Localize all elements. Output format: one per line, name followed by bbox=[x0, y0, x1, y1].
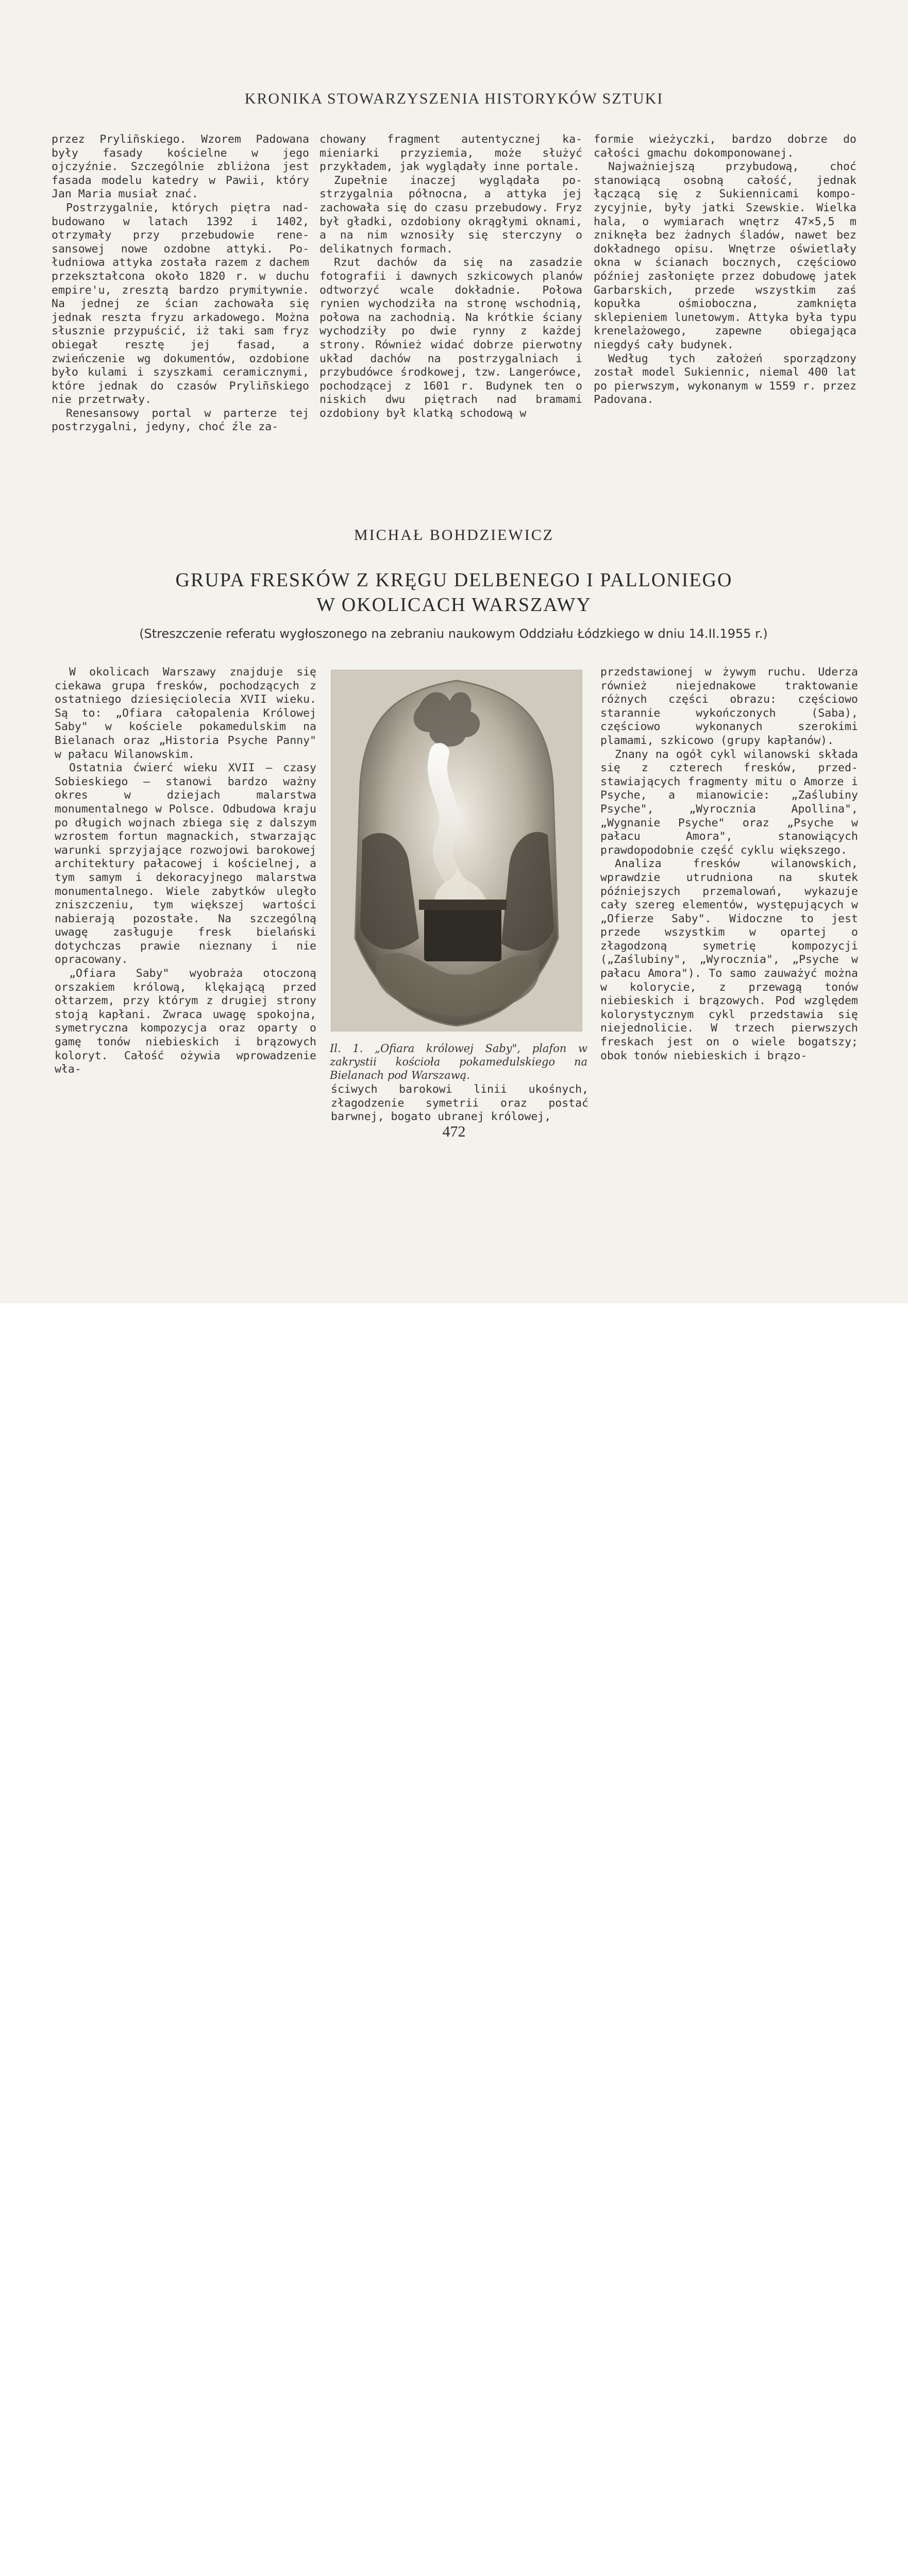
top-column-2 bbox=[320, 133, 582, 420]
paragraph: Renesansowy portal w parterze tej postrzygalni, jedyny, choć źle za- bbox=[52, 406, 309, 434]
paragraph: Według tych założeń sporządzony został model Sukiennic, niemal 400 lat po pierwszym, wykonanym w 1559 r. przez Padovana. bbox=[594, 352, 856, 406]
paragraph: Najważniejszą przybudową, choć stanowiącą osobną całość, jednak łączącą się z Sukiennicami kompozycyjnie, były jatki Szewskie. Wielka hala, o wymiarach wnętrz 47×5,5 m zniknęła bez żadnych śladów, nawet bez dokładnego opisu. Wnętrze oświetlały okna w ścianach bocznych, częściowo później zasłonięte przez dobudowę jatek Garbarskich, przede wszystkim zaś kopułka ośmioboczna, zamknięta sklepieniem lunetowym. Attyka była typu krenelażowego, zapewne obiegająca niegdyś cały budynek. bbox=[594, 160, 856, 351]
paragraph: W okolicach Warszawy znajduje się ciekawa grupa fresków, pochodzących z ostatniego dziesięciolecia XVII wieku. Są to: „Ofiara całopalenia Królowej Saby" w kościele pokamedulskim na Bielanach oraz „Historia Psyche Panny" w pałacu Wilanowskim. bbox=[55, 666, 316, 761]
fresco-image bbox=[331, 670, 582, 1031]
paragraph: ściwych barokowi linii ukośnych, złagodzenie symetrii oraz postać barwnej, bogato ubranej królowej, bbox=[331, 1083, 588, 1124]
paragraph: „Ofiara Saby" wyobraża otoczoną orszakiem królową, klękającą przed ołtarzem, przy którym z drugiej strony stoją kapłani. Zwraca uwagę spokojna, symetryczna kompozycja oraz oparty o gamę tonów niebieskich i brązowych koloryt. Całość ożywia wprowadzenie wła- bbox=[55, 967, 316, 1076]
figure-caption: Il. 1. „Ofiara królowej Saby", plafon w zakrystii kościoła pokamedulskiego na Bielanach pod Warszawą. bbox=[330, 1042, 587, 1081]
paragraph: przez Pryliñskiego. Wzorem Padowana były fasady kościelne w jego ojczyźnie. Szczególnie zbliżona jest fasada modelu katedry w Pawii, który Jan Maria musiał znać. bbox=[52, 133, 309, 201]
paragraph: Postrzygalnie, których piętra nadbudowano w latach 1392 i 1402, otrzymały przy przebudowie renesansowej nowe ozdobne attyki. Południowa attyka została razem z dachem przekształcona około 1820 r. w duchu empire'u, zresztą bardzo prymitywnie. Na jednej ze ścian zachowała się jednak reszta fryzu arkadowego. Można słusznie przypuścić, iż taki sam fryz obiegał resztę jej fasad, a zwieńczenie wg dokumentów, ozdobione było kulami i szyszkami ceramicznymi, które jednak do czasów Pryliñskiego nie przetrwały. bbox=[52, 201, 309, 406]
paragraph: Znany na ogół cykl wilanowski składa się z czterech fresków, przedstawiających fragmenty mitu o Amorze i Psyche, a mianowicie: „Zaślubiny Psyche", „Wyrocznia Apollina", „Wygnanie Psyche" oraz „Psyche w pałacu Amora", stanowiących prawdopodobnie część cyklu większego. bbox=[600, 748, 858, 857]
article-right-column bbox=[600, 666, 858, 1063]
article-subtitle: (Streszczenie referatu wygłoszonego na zebraniu naukowym Oddziału Łódzkiego w dniu 14.II.1955 r.) bbox=[139, 626, 768, 641]
paragraph: Analiza fresków wilanowskich, wprawdzie utrudniona na skutek późniejszych przemalowań, wykazuje cały szereg elementów, występujących w „Ofierze Saby". Widoczne to jest przede wszystkim w opartej o złagodzoną symetrię kompozycji („Zaślubiny", „Wyrocznia", „Psyche w pałacu Amora"). To samo zauważyć można w kolorycie, z przewagą tonów niebieskich i brązowych. Pod względem kolorystycznym cykl przedstawia się niejednolicie. W trzech pierwszych freskach jest on o wiele bogatszy; obok tonów niebieskich i brązo- bbox=[600, 857, 858, 1062]
article-title-line: GRUPA FRESKÓW Z KRĘGU DELBENEGO I PALLONIEGO bbox=[175, 569, 733, 591]
article-left-column bbox=[55, 666, 316, 1077]
paragraph: chowany fragment autentycznej kamieniarki przyziemia, może służyć przykładem, jak wyglądały inne portale. bbox=[320, 133, 582, 174]
running-head: KRONIKA STOWARZYSZENIA HISTORYKÓW SZTUKI bbox=[244, 90, 664, 107]
fresco-photograph bbox=[331, 670, 582, 1031]
article-title bbox=[0, 568, 908, 617]
paragraph: przedstawionej w żywym ruchu. Uderza również niejednakowe traktowanie różnych części obrazu: częściowo starannie wykończonych (Saba), częściowo wykonanych szerokimi plamami, szkicowo (grupy kapłanów). bbox=[600, 666, 858, 747]
article-title-line: W OKOLICACH WARSZAWY bbox=[316, 594, 592, 616]
top-column-1 bbox=[52, 133, 309, 434]
digitization-footer bbox=[0, 1303, 908, 1401]
paragraph: Ostatnia ćwierć wieku XVII — czasy Sobieskiego — stanowi bardzo ważny okres w dziejach malarstwa monumentalnego w Polsce. Odbudowa kraju po długich wojnach zbiega się z dalszym wzrostem fortun magnackich, stwarzając warunki sprzyjające rozwojowi barokowej architektury pałacowej i kościelnej, a tym samym i dekoracyjnego malarstwa monumentalnego. Wiele zabytków uległo zniszczeniu, tym większej wartości nabierają pozostałe. Na szczególną uwagę zasługuje fresk bielański dotychczas prawie nieznany i nie opracowany. bbox=[55, 761, 316, 967]
middle-column-continuation bbox=[331, 1083, 588, 1124]
page-number: 472 bbox=[442, 1123, 466, 1140]
paragraph: Zupełnie inaczej wyglądała postrzygalnia północna, a attyka jej zachowała się do czasu przebudowy. Fryz był gładki, ozdobiony okrągłymi oknami, a na nim wznosiły się sterczyny o delikatnych formach. bbox=[320, 174, 582, 256]
top-column-3 bbox=[594, 133, 856, 407]
article-author: MICHAŁ BOHDZIEWICZ bbox=[354, 527, 554, 544]
paragraph: formie wieżyczki, bardzo dobrze do całości gmachu dokomponowanej. bbox=[594, 133, 856, 160]
paragraph: Rzut dachów da się na zasadzie fotografii i dawnych szkicowych planów odtworzyć wcale dokładnie. Połowa rynien wychodziła na stronę wschodnią, połowa na zachodnią. Na krótkie ściany wychodziły po dwie rynny z każdej strony. Również widać dobrze pierwotny układ dachów na postrzygalniach i przybudówce środkowej, tzw. Langerówce, pochodzącej z 1601 r. Budynek ten o niskich dwu piętrach nad bramami ozdobiony był klatką schodową w bbox=[320, 256, 582, 420]
